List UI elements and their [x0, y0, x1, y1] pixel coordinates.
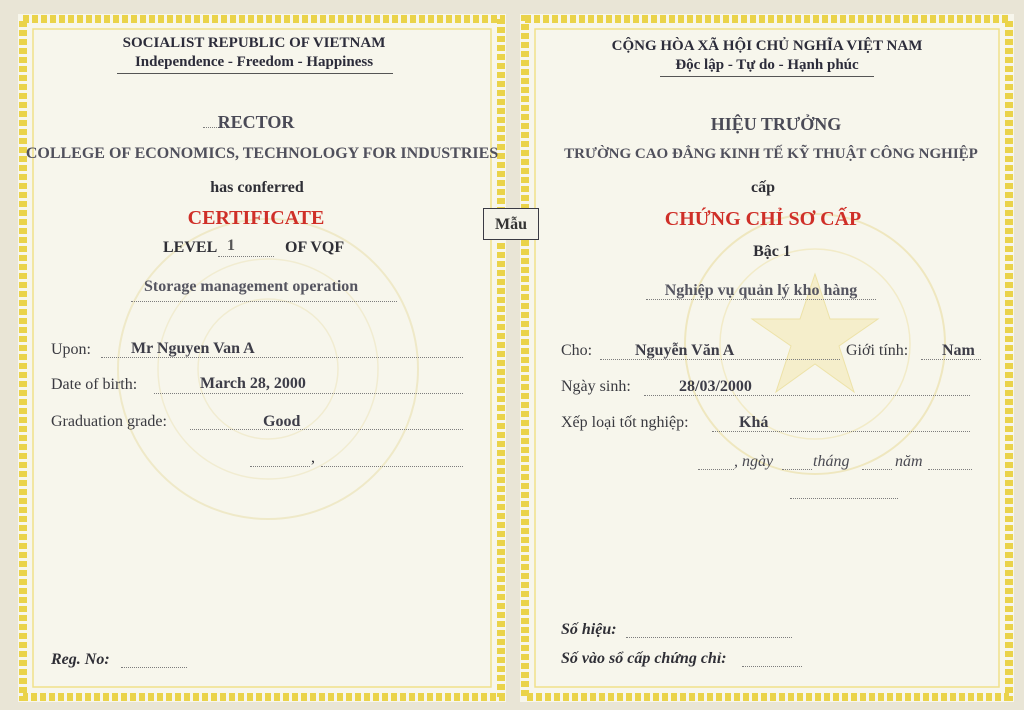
level-label: Bậc 1 [753, 243, 791, 260]
upon-label: Upon: [51, 341, 91, 358]
upon-value: Mr Nguyen Van A [131, 340, 255, 357]
date-day-dots [782, 469, 812, 470]
date-place-dots [698, 469, 734, 470]
national-motto: Independence - Freedom - Happiness [134, 54, 374, 70]
reg-no-label: Reg. No: [51, 651, 110, 668]
date-comma: , [311, 449, 315, 466]
level-value: 1 [227, 237, 235, 254]
date-place-dots [250, 466, 310, 467]
date-day-label: , ngày [734, 453, 774, 470]
grade-value: Khá [739, 414, 769, 431]
conferred-text: has conferred [210, 179, 304, 196]
dob-value: 28/03/2000 [679, 378, 752, 395]
grade-dots [190, 429, 463, 430]
course-name: Storage management operation [144, 278, 359, 295]
course-dots [131, 301, 397, 302]
serial-dots [626, 637, 792, 638]
country-name: SOCIALIST REPUBLIC OF VIETNAM [122, 35, 386, 51]
certificate-title: CHỨNG CHỈ SƠ CẤP [664, 208, 862, 230]
signature-dots [790, 498, 898, 499]
date-year-dots [928, 469, 972, 470]
date-year-label: năm [895, 453, 923, 470]
grade-label: Xếp loại tốt nghiệp: [561, 414, 689, 431]
serial-label: Số hiệu: [561, 621, 617, 638]
to-label: Cho: [561, 342, 593, 359]
motto-underline [660, 76, 874, 77]
conferred-text: cấp [751, 179, 775, 196]
certificate-page-vietnamese [520, 14, 1014, 702]
vqf-label: OF VQF [285, 239, 345, 256]
gender-label: Giới tính: [846, 342, 909, 359]
date-month-dots [862, 469, 892, 470]
issuer-title: RECTOR [217, 112, 295, 132]
issuer-title: HIỆU TRƯỞNG [710, 114, 842, 134]
dob-label: Date of birth: [51, 376, 138, 393]
grade-label: Graduation grade: [51, 413, 167, 430]
level-dots [218, 256, 274, 257]
country-name: CỘNG HÒA XÃ HỘI CHỦ NGHĨA VIỆT NAM [611, 38, 923, 54]
grade-value: Good [263, 413, 301, 430]
register-label: Số vào sổ cấp chứng chỉ: [561, 650, 727, 667]
course-name: Nghiệp vụ quản lý kho hàng [664, 282, 858, 299]
date-month-label: tháng [813, 453, 850, 470]
dob-label: Ngày sinh: [561, 378, 631, 395]
emblem-watermark [88, 204, 448, 534]
register-dots [742, 666, 802, 667]
sample-stamp: Mẫu [483, 208, 539, 240]
national-motto: Độc lập - Tự do - Hạnh phúc [675, 57, 859, 73]
motto-underline [117, 73, 393, 74]
date-dots [321, 466, 463, 467]
to-value: Nguyễn Văn A [635, 342, 735, 359]
institution-name: COLLEGE OF ECONOMICS, TECHNOLOGY FOR INDUSTRIES [25, 145, 499, 162]
certificate-title: CERTIFICATE [187, 207, 325, 229]
reg-no-dots [121, 667, 187, 668]
dob-dots [154, 393, 463, 394]
gender-value: Nam [942, 342, 975, 359]
level-label: LEVEL [163, 239, 218, 256]
certificate-page-english [18, 14, 506, 702]
dob-value: March 28, 2000 [200, 375, 306, 392]
institution-name: TRƯỜNG CAO ĐẲNG KINH TẾ KỸ THUẬT CÔNG NGHIỆP [564, 146, 978, 162]
